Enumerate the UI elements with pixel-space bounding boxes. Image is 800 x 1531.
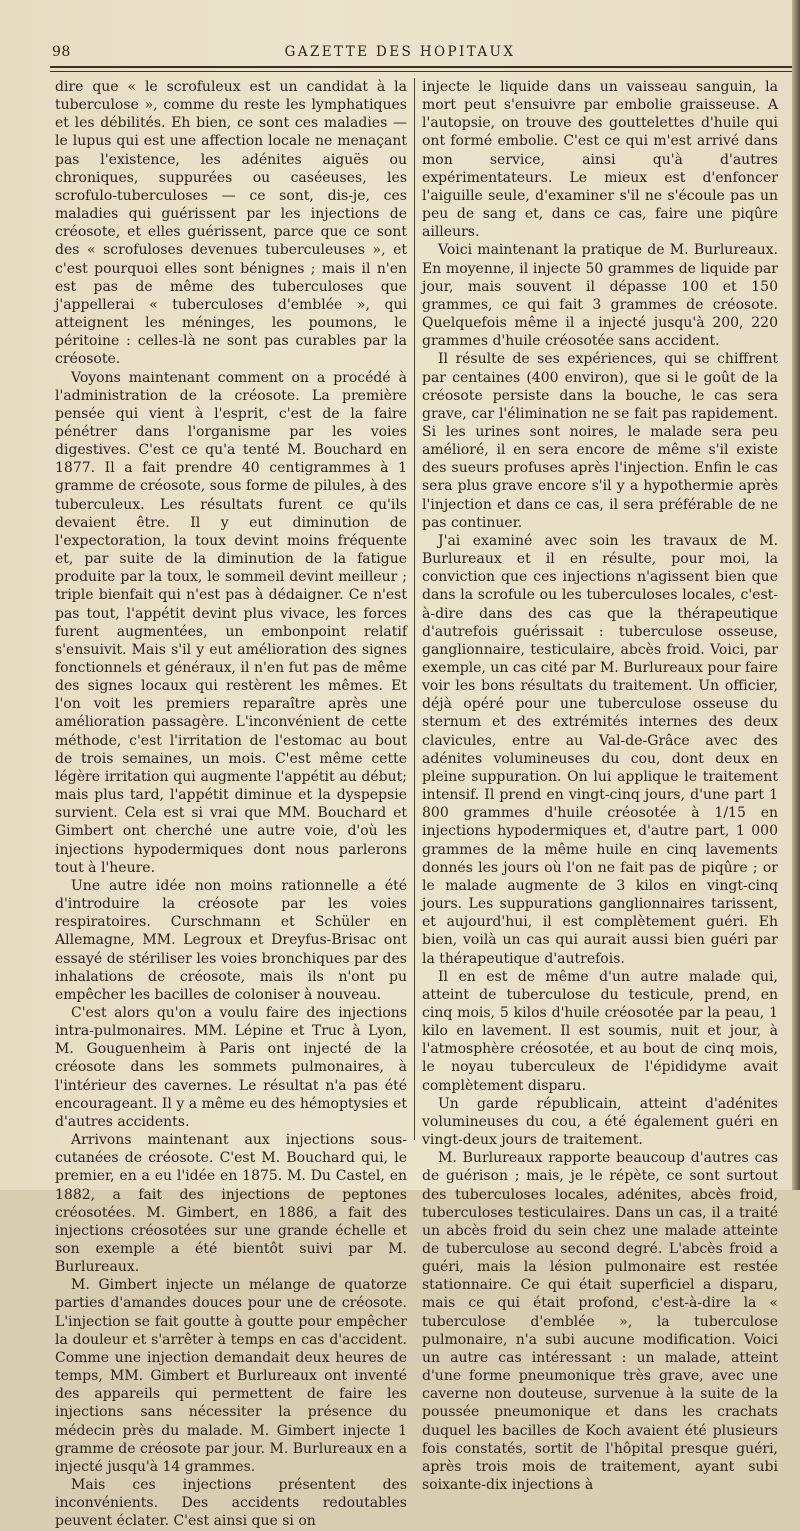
paragraph: injecte le liquide dans un vaisseau sanguin, la mort peut s'ensuivre par embolie graisseuse. A l'autopsie, on trouve des gouttelettes d'huile qui ont formé embolie. C'est ce qui m'est arrivé dans mon service, ainsi qu'à d'autres expérimentateurs. Le mieux est d'enfoncer l'aiguille seule, d'examiner s'il ne s'écoule pas un peu de sang et, dans ce cas, faire une piqûre ailleurs. <box>422 79 778 241</box>
paragraph: Un garde républicain, atteint d'adénites volumineuses du cou, a été également guéri en vingt-deux jours de traitement. <box>422 1095 778 1149</box>
paragraph: M. Gimbert injecte un mélange de quatorze parties d'amandes douces pour une de créosote. L'injection se fait goutte à goutte pour empêcher la douleur et s'arrêter à temps en cas d'accident. Comme une injection demandait deux heures de temps, MM. Gimbert et Burlureaux ont inventé des appareils qui permettent de faire les injections sans nécessiter la présence du médecin près du malade. M. Gimbert injecte 1 gramme de créosote par jour. M. Burlureaux en a injecté jusqu'à 14 grammes. <box>55 1277 408 1475</box>
paragraph: Il en est de même d'un autre malade qui, atteint de tuberculose du testicule, prend, en cinq mois, 5 kilos d'huile créosotée par la peau, 1 kilo en lavement. Il est soumis, nuit et jour, à l'atmosphère créosotée, et au bout de cinq mois, le noyau tuberculeux de l'épididyme avait complètement disparu. <box>422 968 778 1094</box>
paragraph: J'ai examiné avec soin les travaux de M. Burlureaux et il en résulte, pour moi, la conviction que ces injections n'agissent bien que dans la scrofule ou les tuberculoses locales, c'est-à-dire dans des cas que la thérapeutique d'autrefois guérissait : tuberculose osseuse, ganglionnaire, testiculaire, abcès froid. Voici, par exemple, un cas cité par M. Burlureaux pour faire voir les bons résultats du traitement. Un officier, déjà opéré pour une tuberculose osseuse du sternum et des extrémités internes des deux clavicules, entre au Val-de-Grâce avec des adénites volumineuses du cou, dont deux en pleine suppuration. On lui applique le traitement intensif. Il prend en vingt-cinq jours, d'une part 1 800 grammes d'huile créosotée à 1/15 en injections hypodermiques et, d'autre part, 1 000 grammes de la même huile en cinq lavements donnés les jours où l'on ne fait pas de piqûre ; or le malade augmente de 3 kilos en vingt-cinq jours. Les suppurations ganglionnaires tarissent, et aujourd'hui, il est complètement guéri. Eh bien, voilà un cas qui aurait aussi bien guéri par la thérapeutique d'autrefois. <box>422 532 778 967</box>
column-divider <box>414 78 415 1140</box>
page-title: GAZETTE DES HOPITAUX <box>284 44 516 60</box>
page-edge <box>792 0 800 1190</box>
paragraph: Arrivons maintenant aux injections sous-cutanées de créosote. C'est M. Bouchard qui, le premier, en a eu l'idée en 1875. M. Du Castel, en 1882, a fait des injections de peptones créosotées. M. Gimbert, en 1886, a fait des injections créosotées sur une grande échelle et son exemple a été bientôt suivi par M. Burlureaux. <box>55 1132 407 1276</box>
paragraph: Il résulte de ses expériences, qui se chiffrent par centaines (400 environ), que si le goût de la créosote persiste dans la bouche, le cas sera grave, car l'élimination ne se fait pas rapidement. Si les urines sont noires, le malade sera peu amélioré, il en sera encore de même s'il existe des sueurs profuses après l'injection. Enfin le cas sera plus grave encore s'il y a hypothermie après l'injection et dans ce cas, il sera préférable de ne pas continuer. <box>422 351 778 531</box>
paragraph: Voici maintenant la pratique de M. Burlureaux. En moyenne, il injecte 50 grammes de liquide par jour, mais souvent il dépasse 100 et 150 grammes, ce qui fait 3 grammes de créosote. Quelquefois même il a injecté jusqu'à 200, 220 grammes d'huile créosotée sans accident. <box>422 242 778 350</box>
paragraph: C'est alors qu'on a voulu faire des injections intra-pulmonaires. MM. Lépine et Truc à Lyon, M. Gouguenheim à Paris ont injecté de la créosote dans les sommets pulmonaires, à l'intérieur des cavernes. Le résultat n'a pas été encourageant. Il y a même eu des hémoptysies et d'autres accidents. <box>55 1004 407 1130</box>
paragraph: M. Burlureaux rapporte beaucoup d'autres cas de guérison ; mais, je le répète, ce sont surtout des tuberculoses locales, adénites, abcès froid, tuberculoses testiculaires. Dans un cas, il a traité un abcès froid du sein chez une malade atteinte de tuberculose au second degré. L'abcès froid a guéri, mais la lésion pulmonaire est restée stationnaire. Ce qui était superficiel a disparu, mais ce qui était profond, c'est-à-dire la « tuberculose d'emblée », la tuberculose pulmonaire, n'a subi aucune modification. Voici un autre cas intéressant : un malade, atteint d'une forme pneumonique très grave, avec une caverne non douteuse, survenue à la suite de la poussée pneumonique et dans les crachats duquel les bacilles de Koch avaient été plusieurs fois constatés, sortit de l'hôpital presque guéri, après trois mois de traitement, ayant subi soixante-dix injections à <box>422 1150 778 1494</box>
page-number: 98 <box>52 44 71 60</box>
header-rule <box>50 66 792 68</box>
paragraph: Une autre idée non moins rationnelle a été d'introduire la créosote par les voies respiratoires. Curschmann et Schüler en Allemagne, MM. Legroux et Dreyfus-Brisac ont essayé de stériliser les voies bronchiques par des inhalations de créosote, mais ils n'ont pu empêcher les bacilles de coloniser à nouveau. <box>55 877 407 1003</box>
paragraph: dire que « le scrofuleux est un candidat à la tuberculose », comme du reste les lymphatiques et les débilités. Eh bien, ce sont ces maladies — le lupus qui est une affection locale ne menaçant pas l'existence, les adénites aiguës ou chroniques, suppurées ou caséeuses, les scrofulo-tuberculoses — ce sont, dis-je, ces maladies qui guérissent par les injections de créosote, et elles guérissent, parce que ce sont des « scrofuloses devenues tuberculeuses », et c'est pourquoi elles sont bénignes ; mais il n'en est pas de même des tuberculoses que j'appellerai « tuberculoses d'emblée », qui atteignent les méninges, les poumons, le péritoine : celles-là ne sont pas curables par la créosote. <box>55 79 407 368</box>
paragraph: Voyons maintenant comment on a procédé à l'administration de la créosote. La première pensée qui vient à l'esprit, c'est de la faire pénétrer dans l'organisme par les voies digestives. C'est ce qu'a tenté M. Bouchard en 1877. Il a fait prendre 40 centigrammes à 1 gramme de créosote, sous forme de pilules, à des tuberculeux. Les résultats furent ce qu'ils devaient être. Il y eut diminution de l'expectoration, la toux devint moins fréquente et, par suite de la diminution de la fatigue produite par la toux, le sommeil devint meilleur ; triple bienfait qui n'est pas à dédaigner. Ce n'est pas tout, l'appétit devint plus vivace, les forces furent augmentées, un embonpoint relatif s'ensuivit. Mais s'il y eut amélioration des signes fonctionnels et généraux, il n'en fut pas de même des signes locaux qui restèrent les mêmes. Et l'on voit les premiers reparaître après une amélioration passagère. L'inconvénient de cette méthode, c'est l'irritation de l'estomac au bout de trois semaines, un mois. C'est même cette légère irritation qui augmente l'appétit au début; mais plus tard, l'appétit diminue et la dyspepsie survient. Cela est si vrai que MM. Bouchard et Gimbert ont cherché une autre voie, d'où les injections hypodermiques dont nous parlerons tout à l'heure. <box>55 369 407 876</box>
right-column <box>422 78 778 1494</box>
left-column <box>55 78 407 1531</box>
header-rule-thin <box>50 71 792 72</box>
paragraph: Mais ces injections présentent des inconvénients. Des accidents redoutables peuvent éclater. C'est ainsi que si on <box>55 1477 407 1530</box>
